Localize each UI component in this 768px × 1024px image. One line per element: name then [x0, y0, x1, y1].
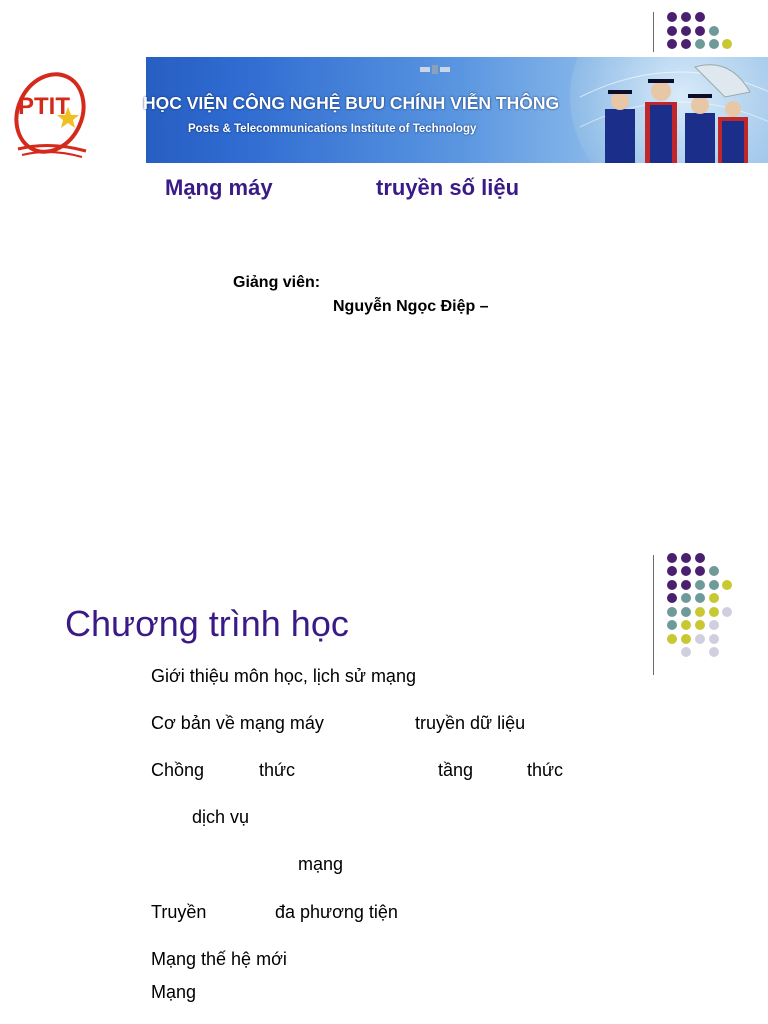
dot	[681, 620, 691, 630]
dot	[667, 566, 677, 576]
dot	[695, 580, 705, 590]
dot	[695, 26, 705, 36]
dot	[681, 593, 691, 603]
list-item: Mạng	[151, 982, 197, 1002]
dot	[722, 607, 732, 617]
lecturer-label: Giảng viên:	[233, 274, 321, 291]
dot	[681, 566, 691, 576]
list-item-fragment: thức	[527, 760, 564, 780]
dot	[709, 39, 719, 49]
dot	[681, 26, 691, 36]
dot	[667, 620, 677, 630]
institute-name-english: Posts & Telecommunications Institute of Technology	[188, 123, 477, 135]
divider-line	[653, 12, 654, 52]
dot	[722, 39, 732, 49]
dot	[681, 39, 691, 49]
dot	[695, 607, 705, 617]
dot	[695, 566, 705, 576]
course-title-part1: Mạng máy	[165, 175, 273, 200]
dot	[667, 39, 677, 49]
dot	[667, 607, 677, 617]
dot	[681, 647, 691, 657]
dot	[667, 593, 677, 603]
dot	[709, 26, 719, 36]
dot	[681, 580, 691, 590]
ptit-logo	[0, 57, 146, 163]
dot	[681, 553, 691, 563]
list-item: dịch vụ	[192, 807, 250, 827]
list-item: Cơ bản về mạng máy	[151, 713, 324, 733]
dot	[667, 26, 677, 36]
dot	[695, 553, 705, 563]
institute-name: HỌC VIỆN CÔNG NGHỆ BƯU CHÍNH VIỄN THÔNG	[143, 93, 560, 113]
course-title-part2: truyền số liệu	[376, 175, 520, 200]
institute-banner	[0, 57, 768, 163]
dot	[695, 39, 705, 49]
dot	[695, 620, 705, 630]
dot	[681, 12, 691, 22]
satellite-icon	[420, 59, 450, 81]
dot	[667, 553, 677, 563]
list-item: Chồng	[151, 760, 205, 780]
dot	[709, 607, 719, 617]
lecturer-name: Nguyễn Ngọc Điệp –	[333, 298, 489, 315]
dot	[695, 593, 705, 603]
list-item: Truyền	[151, 902, 207, 922]
list-item: Mạng thế hệ mới	[151, 949, 287, 969]
divider-line	[653, 555, 654, 675]
list-item-fragment: truyền dữ liệu	[415, 713, 526, 733]
dot	[722, 580, 732, 590]
list-item: mạng	[298, 854, 344, 874]
dot	[667, 12, 677, 22]
dot	[709, 580, 719, 590]
dot	[709, 566, 719, 576]
dot	[695, 12, 705, 22]
list-item: Giới thiệu môn học, lịch sử mạng	[151, 666, 416, 686]
dot	[667, 580, 677, 590]
dot	[695, 634, 705, 644]
dot	[709, 593, 719, 603]
list-item-fragment: tầng	[438, 760, 474, 780]
dot	[709, 647, 719, 657]
dot	[667, 634, 677, 644]
logo-text: PTIT	[18, 93, 70, 120]
dot	[709, 620, 719, 630]
slide-heading: Chương trình học	[65, 603, 349, 644]
dot	[709, 634, 719, 644]
list-item-fragment: đa phương tiện	[275, 902, 398, 922]
dot	[681, 634, 691, 644]
dot	[681, 607, 691, 617]
list-item-fragment: thức	[259, 760, 296, 780]
